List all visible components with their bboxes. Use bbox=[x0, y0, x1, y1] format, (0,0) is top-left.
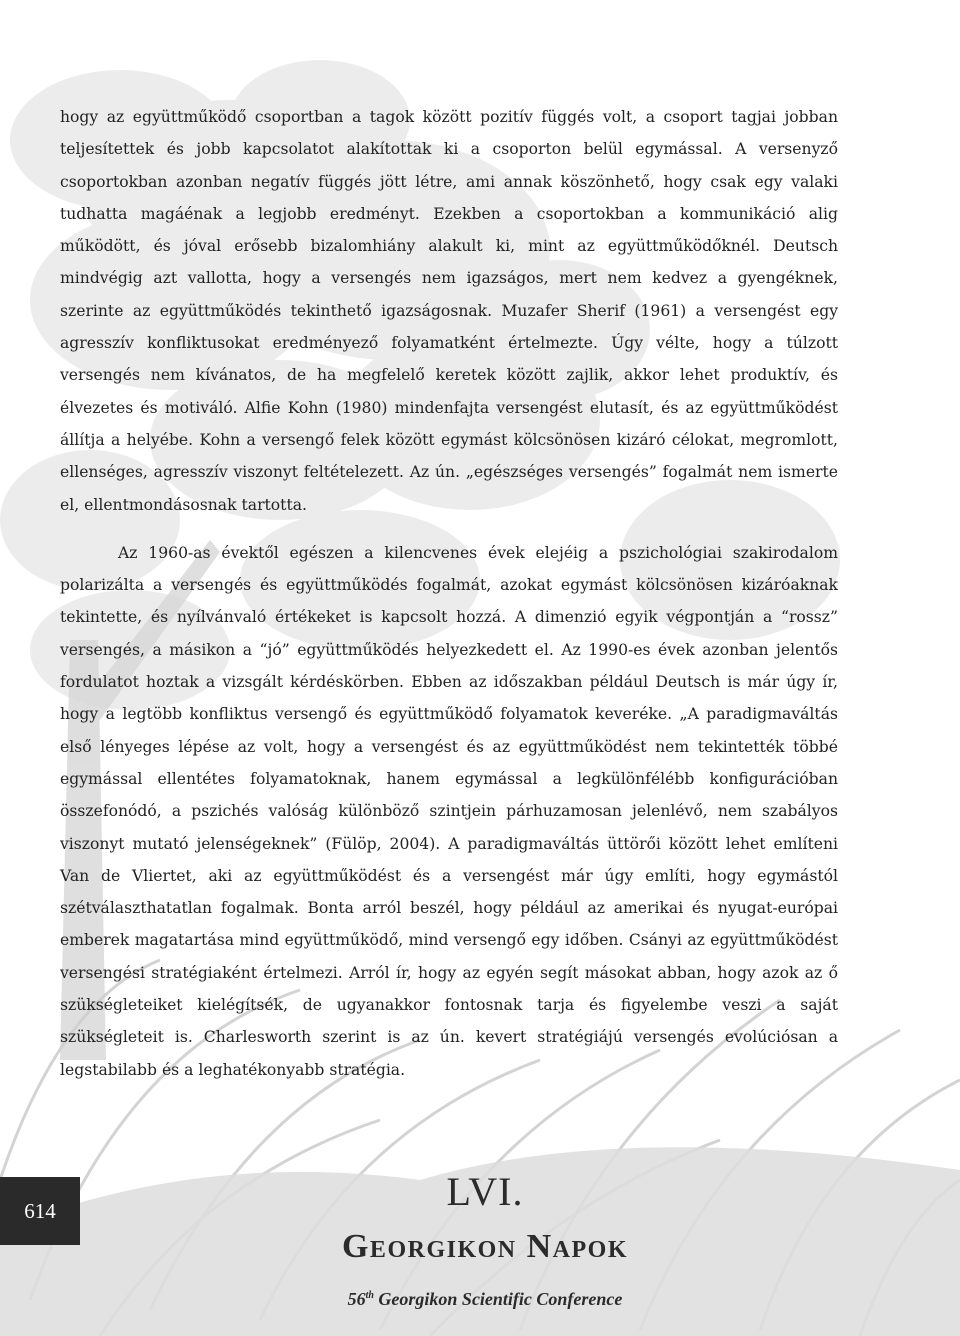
paragraph: Az 1960-as évektől egészen a kilencvenes évek elejéig a pszichológiai szakirodalom polarizálta a versengés és együttműködés fogalmát, azokat egymást kölcsönösen kizáróaknak tekintette, és nyílvánvaló értékeket is kapcsolt hozzá. A dimenzió egyik végpontján a “rossz” versengés, a másikon a “jó” együttműködés helyezkedett el. Az 1990-es évek azonban jelentős fordulatot hoztak a vizsgált kérdéskörben. Ebben az időszakban például Deutsch is már úgy ír, hogy a legtöbb konfliktus versengő és együttműködő folyamatok keveréke. „A paradigmaváltás első lényeges lépése az volt, hogy a versengést és az együttműködést nem tekintették többé egymással ellentétes folyamatoknak, hanem egymással a legkülönfélébb konfigurációban összefonódó, a pszichés valóság különböző szintjein párhuzamosan jelenlévő, nem szabályos viszonyt mutató jelenségeknek” (Fülöp, 2004). A paradigmaváltás üttörői között lehet említeni Van de Vliertet, aki az együttműködést és a versengést már úgy említi, hogy egymástól szétválaszthatatlan fogalmak. Bonta arról beszél, hogy például az amerikai és nyugat-európai emberek magatartása mind együttműködő, mind versengő egy időben. Csányi az együttműködést versengési stratégiaként értelmezi. Arról ír, hogy az egyén segít másokat abban, hogy azok az ő szükségleteiket kielégítsék, de ugyanakkor fontosnak tarja és figyelembe veszi a saját szükségleteit is. Charlesworth szerint is az ún. kevert stratégiájú versengés evolúciósan a legstabilabb és a leghatékonyabb stratégia. bbox=[60, 543, 838, 1079]
body-text bbox=[60, 101, 838, 1086]
conference-ordinal: 56 bbox=[347, 1289, 366, 1309]
conference-subtitle bbox=[300, 1284, 670, 1311]
event-title: Georgikon Napok bbox=[341, 1228, 628, 1265]
conference-footer bbox=[300, 1170, 670, 1311]
paragraph: hogy az együttműködő csoportban a tagok között pozitív függés volt, a csoport tagjai jobban teljesítettek és jobb kapcsolatot alakítottak ki a csoporton belül egymással. A versenyző csoportokban azonban negatív függés jött létre, ami annak köszönhető, hogy csak egy valaki tudhatta magáénak a legjobb eredményt. Ezekben a csoportokban a kommunikáció alig működött, és jóval erősebb bizalomhiány alakult ki, mint az együttműködőknél. Deutsch mindvégig azt vallotta, hogy a versengés nem igazságos, mert nem kedvez a gyengéknek, szerinte az együttműködés tekinthető igazságosnak. Muzafer Sherif (1961) a versengést egy agresszív konfliktusokat eredményező folyamatként értelmezte. Úgy vélte, hogy a túlzott versengés nem kívánatos, de ha megfelelő keretek között zajlik, akkor lehet produktív, és élvezetes és motiváló. Alfie Kohn (1980) mindenfajta versengést elutasít, és az együttműködést állítja a helyébe. Kohn a versengő felek között egymást kölcsönösen kizáró célokat, megromlott, ellenséges, agresszív viszonyt feltételezett. Az ún. „egészséges versengés” fogalmát nem ismerte el, ellentmondásosnak tartotta. bbox=[60, 108, 838, 514]
page-number: 614 bbox=[0, 1177, 80, 1245]
edition-numeral: LVI. bbox=[446, 1169, 524, 1214]
conference-ordinal-suffix: th bbox=[365, 1290, 374, 1301]
conference-name: Georgikon Scientific Conference bbox=[373, 1289, 623, 1309]
